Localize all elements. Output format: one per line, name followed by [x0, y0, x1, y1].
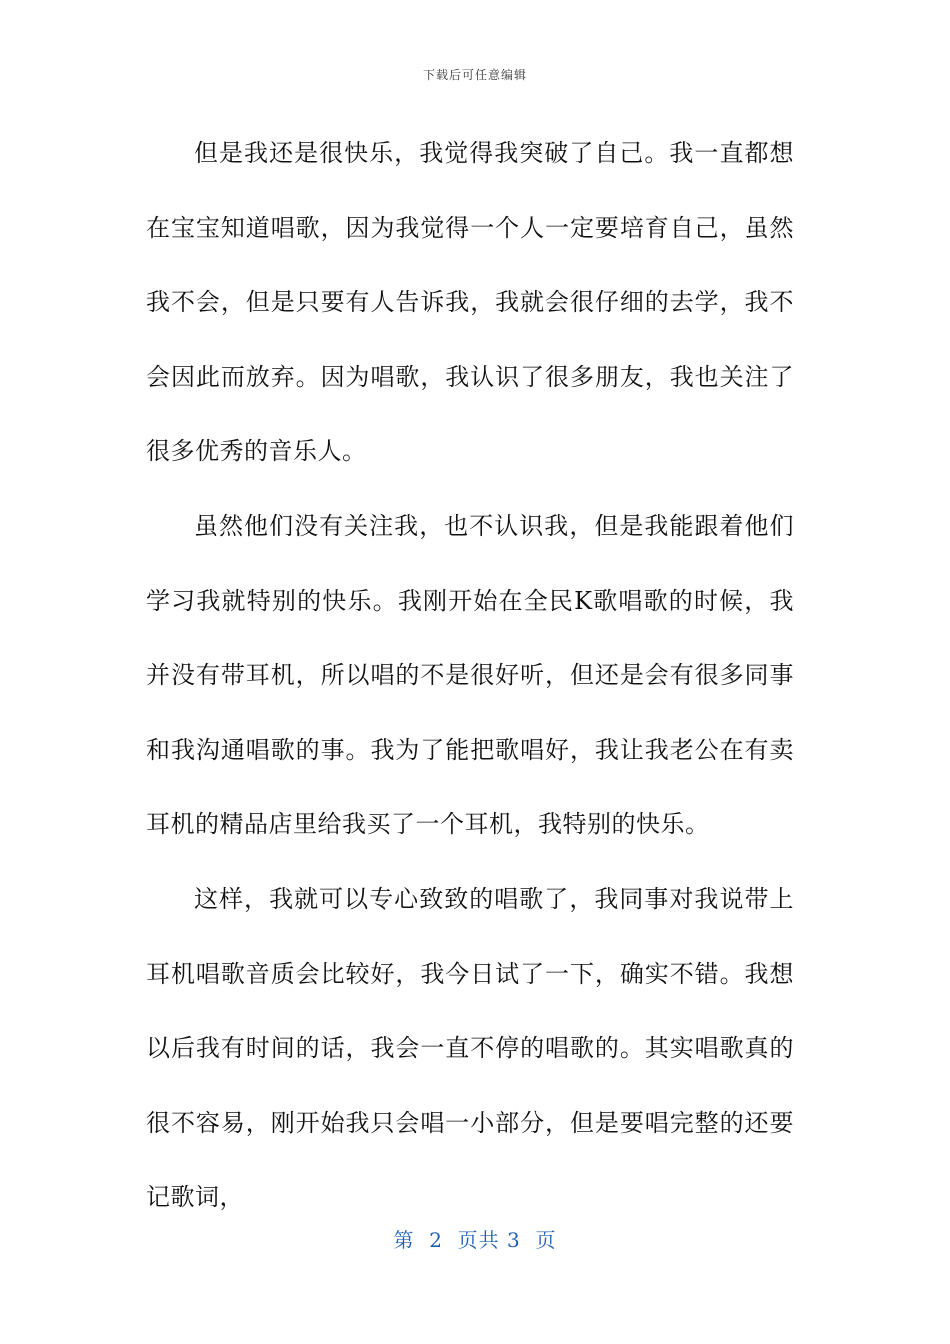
paragraph-1: 但是我还是很快乐，我觉得我突破了自己。我一直都想在宝宝知道唱歌，因为我觉得一个人一定要培育自己，虽然我不会，但是只要有人告诉我，我就会很仔细的去学，我不会因此而放弃。因为唱歌，我认识了很多朋友，我也关注了很多优秀的音乐人。 — [146, 139, 794, 466]
document-body — [146, 116, 794, 1235]
page-number-footer: 第 2 页共 3 页 — [393, 1228, 557, 1252]
paragraph-3: 这样，我就可以专心致致的唱歌了，我同事对我说带上耳机唱歌音质会比较好，我今日试了一下，确实不错。我想以后我有时间的话，我会一直不停的唱歌的。其实唱歌真的很不容易，刚开始我只会唱一小部分，但是要唱完整的还要记歌词， — [146, 884, 794, 1212]
paragraph-2: 虽然他们没有关注我，也不认识我，但是我能跟着他们学习我就特别的快乐。我刚开始在全民K歌唱歌的时候，我并没有带耳机，所以唱的不是很好听，但还是会有很多同事和我沟通唱歌的事。我为了能把歌唱好，我让我老公在有卖耳机的精品店里给我买了一个耳机，我特别的快乐。 — [146, 511, 794, 839]
page-header-note: 下载后可任意编辑 — [422, 68, 527, 82]
